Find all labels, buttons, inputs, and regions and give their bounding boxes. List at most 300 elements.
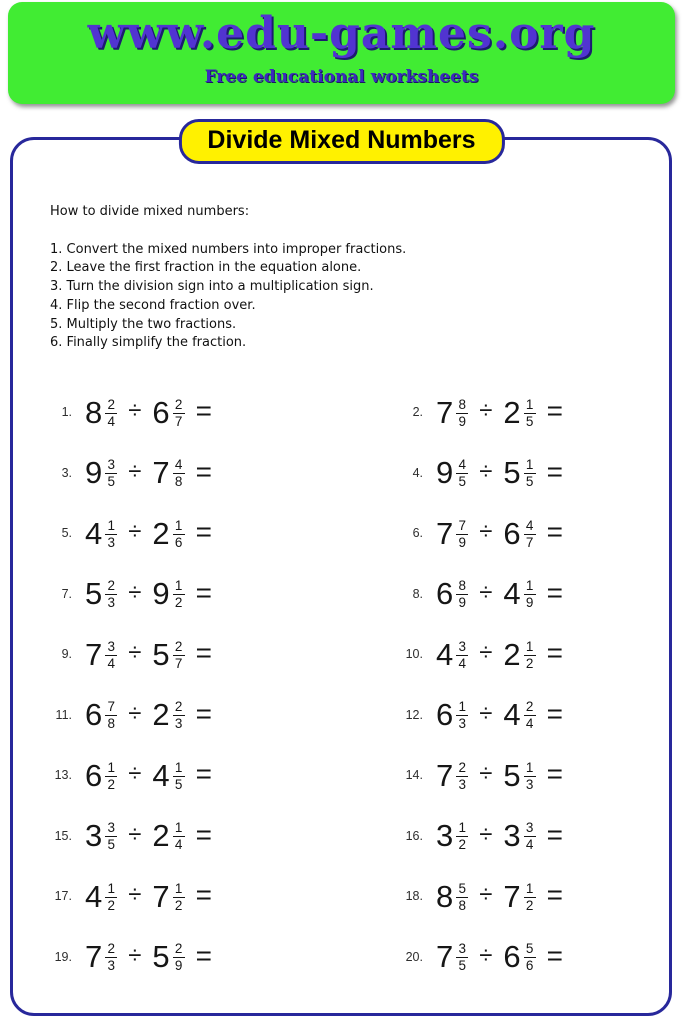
fraction-denominator: 6 [174, 534, 183, 550]
fraction-denominator: 9 [458, 413, 466, 429]
problem-number: 1. [61, 405, 72, 420]
fraction-numerator: 5 [456, 882, 468, 898]
equals-sign: = [195, 516, 213, 548]
division-sign: ÷ [479, 941, 493, 969]
problem-row [395, 745, 644, 806]
whole-number: 7 [85, 636, 103, 672]
fraction-numerator: 3 [456, 942, 468, 958]
whole-number: 8 [436, 878, 454, 914]
fraction [173, 398, 185, 429]
problem-expression [436, 457, 563, 489]
fraction [524, 882, 536, 913]
problem-row [395, 443, 644, 504]
worksheet-title: Divide Mixed Numbers [178, 119, 504, 164]
problem-expression [85, 759, 212, 791]
fraction-numerator: 1 [524, 579, 536, 595]
fraction-numerator: 2 [173, 942, 185, 958]
equals-sign: = [546, 758, 564, 790]
fraction-denominator: 4 [458, 655, 466, 671]
fraction-numerator: 3 [105, 640, 117, 656]
mixed-number [503, 576, 535, 612]
whole-number: 4 [503, 576, 521, 612]
fraction [105, 519, 117, 550]
fraction-denominator: 2 [107, 776, 115, 792]
mixed-number [503, 878, 535, 914]
problem-number: 3. [61, 465, 72, 480]
problem-row [44, 503, 395, 564]
fraction-denominator: 6 [525, 958, 534, 974]
fraction [456, 458, 468, 489]
mixed-number [152, 455, 184, 491]
fraction-denominator: 4 [174, 837, 183, 853]
problem-row [395, 503, 644, 564]
fraction-denominator: 3 [174, 716, 183, 732]
mixed-number [85, 757, 117, 793]
division-sign: ÷ [128, 699, 142, 727]
problem-row [395, 927, 644, 988]
fraction-denominator: 9 [458, 595, 466, 611]
mixed-number [503, 394, 535, 430]
problem-number: 10. [405, 647, 423, 662]
fraction [456, 398, 468, 429]
fraction-numerator: 1 [173, 821, 185, 837]
whole-number: 5 [503, 757, 521, 793]
fraction-denominator: 3 [458, 776, 466, 792]
fraction [524, 700, 536, 731]
whole-number: 6 [152, 394, 170, 430]
fraction-denominator: 5 [107, 474, 115, 490]
equals-sign: = [546, 818, 564, 850]
mixed-number [503, 697, 535, 733]
whole-number: 7 [436, 939, 454, 975]
fraction-denominator: 9 [458, 534, 466, 550]
problem-number: 4. [412, 465, 423, 480]
whole-number: 2 [503, 394, 521, 430]
fraction-numerator: 8 [456, 579, 468, 595]
equals-sign: = [195, 939, 213, 971]
fraction [524, 640, 536, 671]
problem-row [44, 806, 395, 867]
problem-row [395, 866, 644, 927]
fraction [524, 458, 536, 489]
fraction-denominator: 7 [525, 534, 534, 550]
fraction-numerator: 1 [105, 882, 117, 898]
mixed-number [152, 636, 184, 672]
problem-number: 2. [412, 405, 423, 420]
fraction-denominator: 5 [525, 474, 534, 490]
instruction-step: 4. Flip the second fraction over. [50, 297, 256, 313]
whole-number: 6 [503, 515, 521, 551]
fraction [105, 882, 117, 913]
equals-sign: = [546, 395, 564, 427]
fraction-numerator: 1 [173, 882, 185, 898]
fraction-numerator: 3 [456, 640, 468, 656]
equals-sign: = [195, 697, 213, 729]
equals-sign: = [546, 455, 564, 487]
whole-number: 4 [436, 636, 454, 672]
problem-row [44, 564, 395, 625]
mixed-number [85, 697, 117, 733]
fraction [524, 579, 536, 610]
problem-number: 7. [61, 586, 72, 601]
mixed-number [436, 939, 468, 975]
mixed-number [436, 818, 468, 854]
whole-number: 3 [85, 818, 103, 854]
equals-sign: = [195, 455, 213, 487]
division-sign: ÷ [479, 699, 493, 727]
fraction [524, 519, 536, 550]
whole-number: 2 [152, 697, 170, 733]
problem-row [44, 745, 395, 806]
division-sign: ÷ [128, 881, 142, 909]
fraction [173, 579, 185, 610]
problem-expression [436, 638, 563, 670]
equals-sign: = [195, 576, 213, 608]
fraction-denominator: 3 [107, 958, 115, 974]
problem-expression [85, 396, 212, 428]
whole-number: 4 [85, 878, 103, 914]
whole-number: 5 [85, 576, 103, 612]
fraction-denominator: 2 [174, 595, 183, 611]
fraction-denominator: 9 [174, 958, 183, 974]
division-sign: ÷ [128, 760, 142, 788]
fraction-denominator: 4 [107, 655, 115, 671]
problem-expression [85, 457, 212, 489]
whole-number: 2 [152, 818, 170, 854]
problem-row [395, 564, 644, 625]
fraction-denominator: 8 [107, 716, 115, 732]
fraction-denominator: 8 [458, 897, 466, 913]
mixed-number [503, 515, 535, 551]
fraction-numerator: 1 [173, 579, 185, 595]
fraction [456, 761, 468, 792]
fraction-denominator: 5 [525, 413, 534, 429]
mixed-number [436, 515, 468, 551]
problem-expression [436, 517, 563, 549]
fraction [456, 640, 468, 671]
instruction-step: 6. Finally simplify the fraction. [50, 335, 247, 351]
site-subtitle: Free educational worksheets [204, 67, 479, 87]
fraction [456, 821, 468, 852]
whole-number: 7 [503, 878, 521, 914]
fraction-denominator: 3 [107, 595, 115, 611]
fraction-denominator: 4 [107, 413, 115, 429]
equals-sign: = [195, 758, 213, 790]
fraction-numerator: 7 [105, 700, 117, 716]
fraction-numerator: 1 [524, 398, 536, 414]
equals-sign: = [546, 637, 564, 669]
fraction-numerator: 1 [105, 761, 117, 777]
site-header [8, 2, 675, 104]
fraction-denominator: 9 [525, 595, 534, 611]
fraction-denominator: 5 [174, 776, 183, 792]
mixed-number [85, 455, 117, 491]
fraction [105, 458, 117, 489]
problem-expression [85, 880, 212, 912]
problem-number: 8. [412, 586, 423, 601]
mixed-number [85, 515, 117, 551]
problem-expression [436, 820, 563, 852]
fraction-denominator: 2 [458, 837, 466, 853]
instruction-step: 5. Multiply the two fractions. [50, 316, 237, 332]
fraction-numerator: 2 [456, 761, 468, 777]
mixed-number [85, 818, 117, 854]
fraction-denominator: 3 [458, 716, 466, 732]
fraction-numerator: 3 [524, 821, 536, 837]
problem-expression [85, 820, 212, 852]
instruction-step: 2. Leave the first fraction in the equation alone. [50, 260, 362, 276]
problem-expression [85, 578, 212, 610]
mixed-number [503, 818, 535, 854]
mixed-number [152, 394, 184, 430]
fraction [173, 821, 185, 852]
equals-sign: = [195, 395, 213, 427]
whole-number: 9 [436, 455, 454, 491]
problem-row [44, 927, 395, 988]
fraction-denominator: 5 [458, 474, 466, 490]
whole-number: 7 [85, 939, 103, 975]
equals-sign: = [546, 516, 564, 548]
problem-number: 18. [405, 889, 423, 904]
fraction-numerator: 5 [524, 942, 536, 958]
equals-sign: = [195, 879, 213, 911]
fraction-numerator: 2 [173, 398, 185, 414]
fraction-numerator: 1 [456, 821, 468, 837]
fraction-numerator: 1 [524, 882, 536, 898]
mixed-number [85, 636, 117, 672]
division-sign: ÷ [128, 639, 142, 667]
problem-expression [436, 759, 563, 791]
mixed-number [152, 939, 184, 975]
fraction-numerator: 2 [105, 398, 117, 414]
mixed-number [152, 818, 184, 854]
fraction-denominator: 4 [525, 837, 534, 853]
fraction-numerator: 3 [105, 821, 117, 837]
fraction-numerator: 4 [456, 458, 468, 474]
mixed-number [152, 576, 184, 612]
whole-number: 2 [152, 515, 170, 551]
fraction [173, 882, 185, 913]
division-sign: ÷ [479, 578, 493, 606]
whole-number: 6 [436, 697, 454, 733]
fraction-numerator: 2 [105, 579, 117, 595]
problem-row [44, 866, 395, 927]
mixed-number [152, 515, 184, 551]
fraction [456, 579, 468, 610]
fraction-numerator: 1 [173, 761, 185, 777]
equals-sign: = [546, 576, 564, 608]
fraction [105, 700, 117, 731]
mixed-number [85, 394, 117, 430]
problem-expression [436, 880, 563, 912]
division-sign: ÷ [128, 820, 142, 848]
problem-row [44, 685, 395, 746]
division-sign: ÷ [479, 518, 493, 546]
fraction [105, 398, 117, 429]
fraction [524, 398, 536, 429]
whole-number: 7 [436, 394, 454, 430]
fraction [456, 700, 468, 731]
mixed-number [503, 455, 535, 491]
fraction-denominator: 5 [107, 837, 115, 853]
problem-row [395, 382, 644, 443]
fraction [105, 761, 117, 792]
equals-sign: = [195, 818, 213, 850]
problem-number: 17. [54, 889, 72, 904]
fraction [105, 579, 117, 610]
fraction-numerator: 4 [173, 458, 185, 474]
fraction [524, 761, 536, 792]
instructions [50, 203, 406, 353]
problems-grid [44, 382, 644, 987]
problem-row [44, 382, 395, 443]
instruction-step: 1. Convert the mixed numbers into improper fractions. [50, 241, 407, 257]
fraction-numerator: 8 [456, 398, 468, 414]
mixed-number [436, 878, 468, 914]
mixed-number [152, 878, 184, 914]
fraction-denominator: 4 [525, 716, 534, 732]
problem-expression [85, 699, 212, 731]
division-sign: ÷ [479, 457, 493, 485]
division-sign: ÷ [128, 457, 142, 485]
fraction [456, 882, 468, 913]
division-sign: ÷ [128, 518, 142, 546]
whole-number: 4 [503, 697, 521, 733]
fraction-denominator: 7 [174, 413, 183, 429]
mixed-number [85, 878, 117, 914]
problem-number: 9. [61, 647, 72, 662]
whole-number: 3 [503, 818, 521, 854]
whole-number: 6 [436, 576, 454, 612]
fraction-denominator: 2 [174, 897, 183, 913]
instruction-step: 3. Turn the division sign into a multiplication sign. [50, 279, 374, 295]
fraction-numerator: 1 [524, 458, 536, 474]
problem-number: 5. [61, 526, 72, 541]
fraction-numerator: 7 [456, 519, 468, 535]
fraction [456, 942, 468, 973]
whole-number: 8 [85, 394, 103, 430]
problem-expression [436, 941, 563, 973]
mixed-number [503, 636, 535, 672]
problem-expression [436, 699, 563, 731]
division-sign: ÷ [128, 397, 142, 425]
mixed-number [436, 455, 468, 491]
mixed-number [436, 576, 468, 612]
mixed-number [436, 394, 468, 430]
mixed-number [85, 939, 117, 975]
fraction-denominator: 3 [525, 776, 534, 792]
instructions-heading: How to divide mixed numbers: [50, 204, 250, 219]
equals-sign: = [546, 697, 564, 729]
whole-number: 7 [436, 515, 454, 551]
fraction-numerator: 1 [524, 640, 536, 656]
whole-number: 4 [152, 757, 170, 793]
problem-expression [436, 578, 563, 610]
fraction-denominator: 7 [174, 655, 183, 671]
division-sign: ÷ [479, 760, 493, 788]
problem-number: 16. [405, 828, 423, 843]
equals-sign: = [195, 637, 213, 669]
whole-number: 7 [152, 878, 170, 914]
whole-number: 2 [503, 636, 521, 672]
fraction-numerator: 2 [105, 942, 117, 958]
problem-expression [436, 396, 563, 428]
mixed-number [503, 939, 535, 975]
fraction-numerator: 1 [105, 519, 117, 535]
whole-number: 5 [152, 939, 170, 975]
division-sign: ÷ [479, 397, 493, 425]
fraction [173, 761, 185, 792]
fraction-numerator: 4 [524, 519, 536, 535]
fraction-numerator: 2 [173, 700, 185, 716]
whole-number: 6 [85, 697, 103, 733]
fraction-denominator: 3 [107, 534, 115, 550]
fraction-numerator: 3 [105, 458, 117, 474]
fraction [524, 942, 536, 973]
fraction-numerator: 1 [173, 519, 185, 535]
fraction [173, 458, 185, 489]
whole-number: 6 [85, 757, 103, 793]
problem-number: 20. [405, 949, 423, 964]
mixed-number [152, 757, 184, 793]
fraction-numerator: 1 [524, 761, 536, 777]
problem-number: 12. [405, 707, 423, 722]
whole-number: 5 [503, 455, 521, 491]
mixed-number [436, 697, 468, 733]
problem-expression [85, 638, 212, 670]
problem-number: 19. [54, 949, 72, 964]
equals-sign: = [546, 939, 564, 971]
division-sign: ÷ [479, 881, 493, 909]
site-title: www.edu-games.org [87, 8, 596, 59]
division-sign: ÷ [128, 941, 142, 969]
mixed-number [152, 697, 184, 733]
problem-number: 15. [54, 828, 72, 843]
problem-number: 11. [55, 707, 72, 722]
division-sign: ÷ [479, 639, 493, 667]
whole-number: 5 [152, 636, 170, 672]
fraction-denominator: 2 [525, 897, 534, 913]
problem-number: 6. [412, 526, 423, 541]
problem-expression [85, 941, 212, 973]
fraction [173, 519, 185, 550]
mixed-number [436, 757, 468, 793]
fraction [456, 519, 468, 550]
division-sign: ÷ [128, 578, 142, 606]
problem-row [44, 624, 395, 685]
whole-number: 6 [503, 939, 521, 975]
mixed-number [436, 636, 468, 672]
problem-row [395, 806, 644, 867]
equals-sign: = [546, 879, 564, 911]
fraction [173, 640, 185, 671]
fraction [524, 821, 536, 852]
whole-number: 7 [436, 757, 454, 793]
fraction [105, 640, 117, 671]
mixed-number [85, 576, 117, 612]
whole-number: 7 [152, 455, 170, 491]
fraction-denominator: 8 [174, 474, 183, 490]
problem-number: 13. [54, 768, 72, 783]
problem-number: 14. [405, 768, 423, 783]
whole-number: 9 [85, 455, 103, 491]
fraction-numerator: 2 [173, 640, 185, 656]
fraction [105, 942, 117, 973]
fraction-denominator: 5 [458, 958, 466, 974]
problem-row [44, 443, 395, 504]
fraction-denominator: 2 [107, 897, 115, 913]
fraction [173, 942, 185, 973]
